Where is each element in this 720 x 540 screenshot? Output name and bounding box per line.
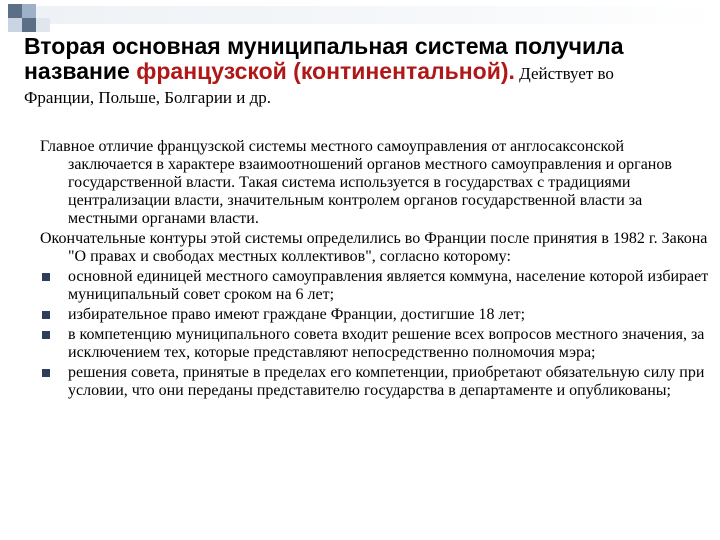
title-line-2-prefix: название xyxy=(24,58,137,84)
list-item-text: основной единицей местного самоуправления является коммуна, население которой избирает муниципальный совет сроком на 6 лет; xyxy=(68,268,709,303)
list-item xyxy=(40,306,710,324)
bullet-list xyxy=(40,268,710,400)
deco-square xyxy=(8,18,22,32)
deco-square xyxy=(22,4,36,18)
title-line-3: Франции, Польше, Болгарии и др. xyxy=(24,88,272,107)
deco-square xyxy=(8,4,22,18)
square-bullet-icon xyxy=(42,331,50,339)
title-line-2 xyxy=(24,59,714,87)
slide-body xyxy=(40,138,710,402)
square-bullet-icon xyxy=(42,369,50,377)
square-bullet-icon xyxy=(42,311,50,319)
list-item-text: в компетенцию муниципального совета входит решение всех вопросов местного значения, за исключением тех, которые представляют непосредственно полномочия мэра; xyxy=(68,326,705,361)
deco-square xyxy=(22,18,36,32)
square-bullet-icon xyxy=(42,273,50,281)
deco-square xyxy=(36,18,50,32)
title-highlight: французской (континентальной). xyxy=(136,58,515,84)
list-item-text: решения совета, принятые в пределах его компетенции, приобретают обязательную силу при условии, что они переданы представителю государства в департаменте и опубликованы; xyxy=(68,364,705,399)
list-item xyxy=(40,364,710,400)
list-item-text: избирательное право имеют граждане Франции, достигшие 18 лет; xyxy=(68,306,526,323)
slide-title xyxy=(24,34,714,87)
paragraph-main-difference: Главное отличие французской системы местного самоуправления от англосаксонской заключается в характере взаимоотношений органов местного самоуправления и органов государственной власти. Такая система используется в государствах с традициями централизации власти, значительным контролем органов государственной власти за местными органами власти. xyxy=(40,138,672,227)
title-line-2-suffix: Действует во xyxy=(514,64,614,83)
header-gradient-bar xyxy=(36,6,720,24)
list-item xyxy=(40,326,710,362)
list-item xyxy=(40,268,710,304)
paragraph-final-contours: Окончательные контуры этой системы определились во Франции после принятия в 1982 г. Закона "О правах и свободах местных коллективов", согласно которому: xyxy=(40,230,708,265)
title-line-1: Вторая основная муниципальная система получила xyxy=(24,33,624,59)
